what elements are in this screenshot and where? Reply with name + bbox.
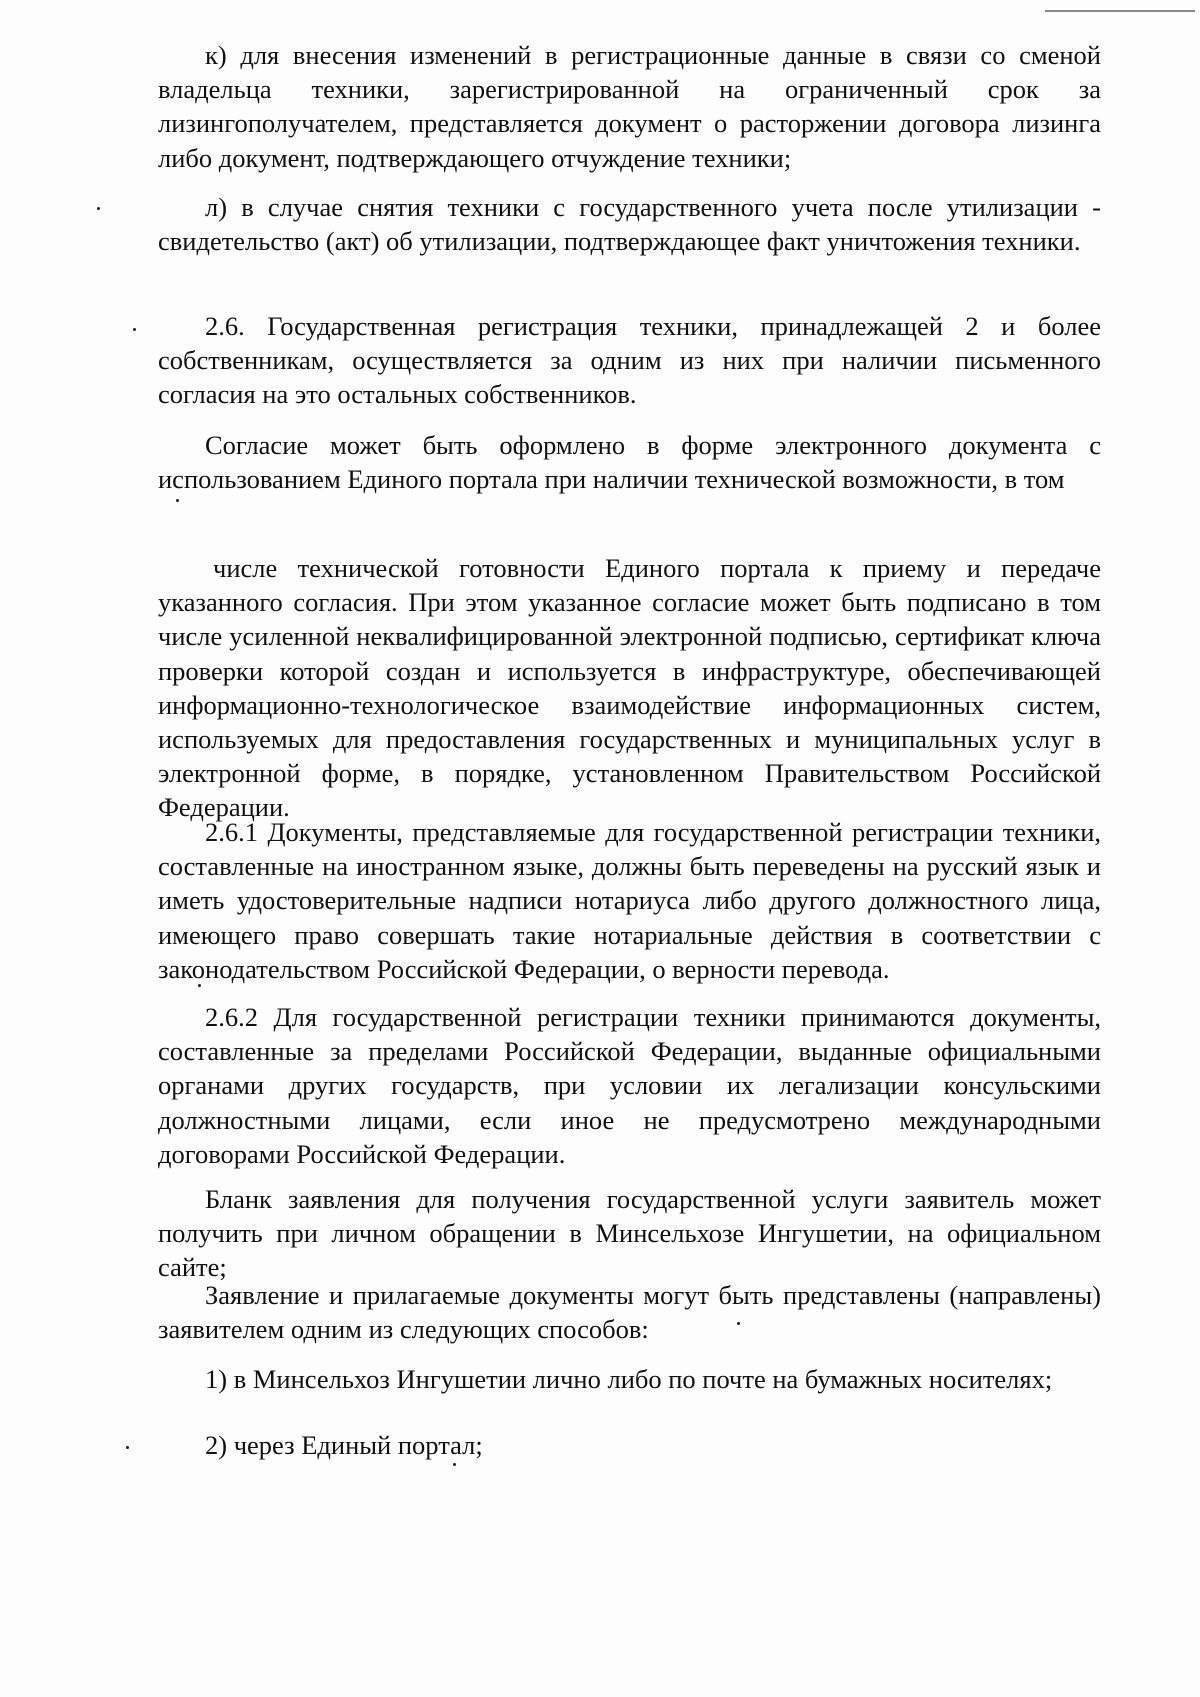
scan-speck [198,984,201,987]
list-item-1: 1) в Минсельхоз Ингушетии лично либо по почте на бумажных носителях; [205,1364,1053,1394]
scan-speck [737,1322,740,1325]
paragraph-submission-methods: Заявление и прилагаемые документы могут быть представлены (направлены) заявителем одним из следующих способов: [158,1280,1101,1345]
paragraph-l: л) в случае снятия техники с государственного учета после утилизации - свидетельство (акт) об утилизации, подтверждающее факт уничтожения техники. [158,192,1101,257]
paragraph-consent-continued: числе технической готовности Единого портала к приему и передаче указанного согласия. При этом указанное согласие может быть подписано в том числе усиленной неквалифицированной электронной подписью, сертификат ключа проверки которой создан и используется в инфраструктуре, обеспечивающей информационно-технологическое взаимодействие информационных систем, используемых для предоставления государственных и муниципальных услуг в электронной форме, в порядке, установленном Правительством Российской Федерации. [158,553,1101,823]
scan-speck [97,207,100,210]
paragraph-2-6-1: 2.6.1 Документы, представляемые для государственной регистрации техники, составленные на иностранном языке, должны быть переведены на русский язык и иметь удостоверительные надписи нотариуса либо другого должностного лица, имеющего право совершать такие нотариальные действия в соответствии с законодательством Российской Федерации, о верности перевода. [158,817,1101,984]
paragraph-k: к) для внесения изменений в регистрационные данные в связи со сменой владельца техники, зарегистрированной на ограниченный срок за лизингополучателем, представляется документ о расторжении договора лизинга либо документ, подтверждающего отчуждение техники; [158,40,1101,173]
scan-speck [126,1446,129,1449]
top-edge-rule [1045,10,1195,12]
scan-speck [453,1463,456,1466]
scan-speck [133,328,136,331]
paragraph-2-6-2: 2.6.2 Для государственной регистрации техники принимаются документы, составленные за пределами Российской Федерации, выданные официальными органами других государств, при условии их легализации консульскими должностными лицами, если иное не предусмотрено международными договорами Российской Федерации. [158,1002,1101,1169]
paragraph-consent: Согласие может быть оформлено в форме электронного документа с использованием Единого портала при наличии технической возможности, в том [158,430,1101,495]
paragraph-application-form: Бланк заявления для получения государственной услуги заявитель может получить при личном обращении в Минсельхозе Ингушетии, на официальном сайте; [158,1184,1101,1283]
list-item-2: 2) через Единый портал; [205,1430,483,1460]
paragraph-2-6: 2.6. Государственная регистрация техники, принадлежащей 2 и более собственникам, осуществляется за одним из них при наличии письменного согласия на это остальных собственников. [158,311,1101,410]
scan-speck [176,499,179,502]
